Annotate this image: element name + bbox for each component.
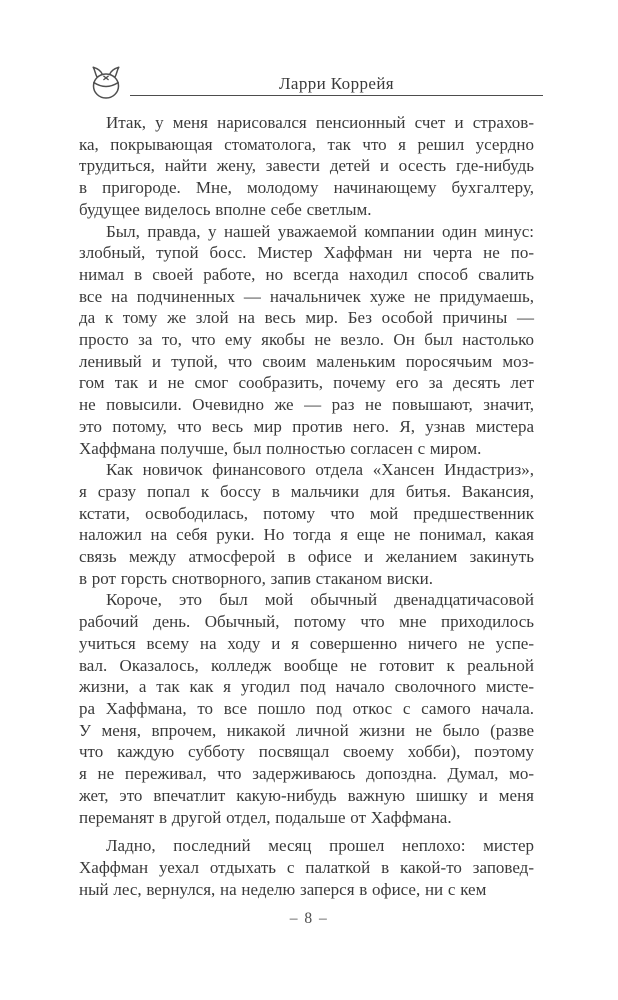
text-line: наложил на себя руки. Но тогда я еще не понимал, какая — [79, 525, 534, 545]
paragraph — [79, 589, 534, 828]
text-line: вал. Оказалось, колледж вообще не готовит к реальной — [79, 655, 534, 675]
text-line: жет, это впечатлит какую-нибудь важную шишку и меня — [79, 785, 534, 805]
text-line: Ладно, последний месяц прошел неплохо: мистер — [106, 836, 534, 856]
text-line: Как новичок финансового отдела «Хансен Индастриз», — [106, 460, 534, 480]
text-line: все на подчиненных — начальничек хуже не придумаешь, — [79, 286, 534, 306]
text-line: переманят в другой отдел, подальше от Хаффмана. — [79, 807, 452, 827]
page-text — [79, 112, 534, 900]
page-footer — [0, 908, 618, 930]
text-line: кстати, освободилась, потому что мой предшественник — [79, 503, 534, 523]
header-rule — [130, 65, 543, 96]
text-line: трудиться, найти жену, завести детей и осесть где-нибудь — [79, 156, 534, 176]
text-line: в пригороде. Мне, молодому начинающему бухгалтеру, — [79, 178, 534, 198]
text-line: связь между атмосферой в офисе и желанием закинуть — [79, 547, 534, 567]
text-line: нимал в своей работе, но всегда находил способ свалить — [79, 264, 534, 284]
text-line: Был, правда, у нашей уважаемой компании один минус: — [106, 221, 534, 241]
text-line: что каждую субботу посвящал своему хобби), поэтому — [79, 742, 534, 762]
text-line: гом так и не смог сообразить, почему его за десять лет — [79, 373, 534, 393]
text-line: я не переживал, что задерживаюсь допоздна. Думал, мо- — [79, 764, 534, 784]
text-line: это потому, что весь мир против него. Я, узнав мистера — [79, 416, 534, 436]
text-line: злобный, тупой босс. Мистер Хаффман ни черта не по- — [79, 243, 534, 263]
text-line: рабочий день. Обычный, потому что мне приходилось — [79, 612, 534, 632]
text-line: ный лес, вернулся, на неделю заперся в офисе, ни с кем — [79, 879, 487, 899]
text-line: в рот горсть снотворного, запив стаканом виски. — [79, 568, 434, 588]
page-header — [90, 62, 543, 102]
paragraph — [79, 459, 534, 589]
paragraph — [79, 835, 534, 900]
author-name: Ларри Коррейя — [278, 74, 395, 93]
text-line: ра Хаффмана, то все пошло под откос с самого начала. — [79, 698, 534, 718]
text-line: просто за то, что ему якобы не везло. Он был настолько — [79, 330, 534, 350]
text-line: У меня, впрочем, никакой личной жизни не было (разве — [79, 720, 534, 740]
text-line: будущее виделось вполне себе светлым. — [79, 199, 372, 219]
text-line: Короче, это был мой обычный двенадцатичасовой — [106, 590, 534, 610]
text-line: я сразу попал к боссу в мальчики для битья. Вакансия, — [79, 481, 534, 501]
text-line: Хаффман уехал отдыхать с палаткой в какой-то заповед- — [79, 857, 534, 877]
text-line: да к тому же злой на весь мир. Без особой причины — — [79, 308, 534, 328]
page-number: – 8 – — [289, 910, 329, 927]
text-line: ленивый и тупой, что своим маленьким поросячьим моз- — [79, 351, 534, 371]
text-line: жизни, а так как я угодил под начало сволочного мисте- — [79, 677, 534, 697]
text-line: Хаффмана получше, был полностью согласен с миром. — [79, 438, 482, 458]
paragraph — [79, 112, 534, 221]
text-line: ка, покрывающая стоматолога, так что я решил усердно — [79, 134, 534, 154]
paragraph — [79, 221, 534, 460]
text-line: Итак, у меня нарисовался пенсионный счет и страхов- — [106, 113, 534, 132]
text-line: учиться всему на ходу и я совершенно ничего не успе- — [79, 633, 534, 653]
demon-head-icon — [90, 63, 122, 101]
text-line: не повысили. Очевидно же — раз не повышают, значит, — [79, 395, 534, 415]
